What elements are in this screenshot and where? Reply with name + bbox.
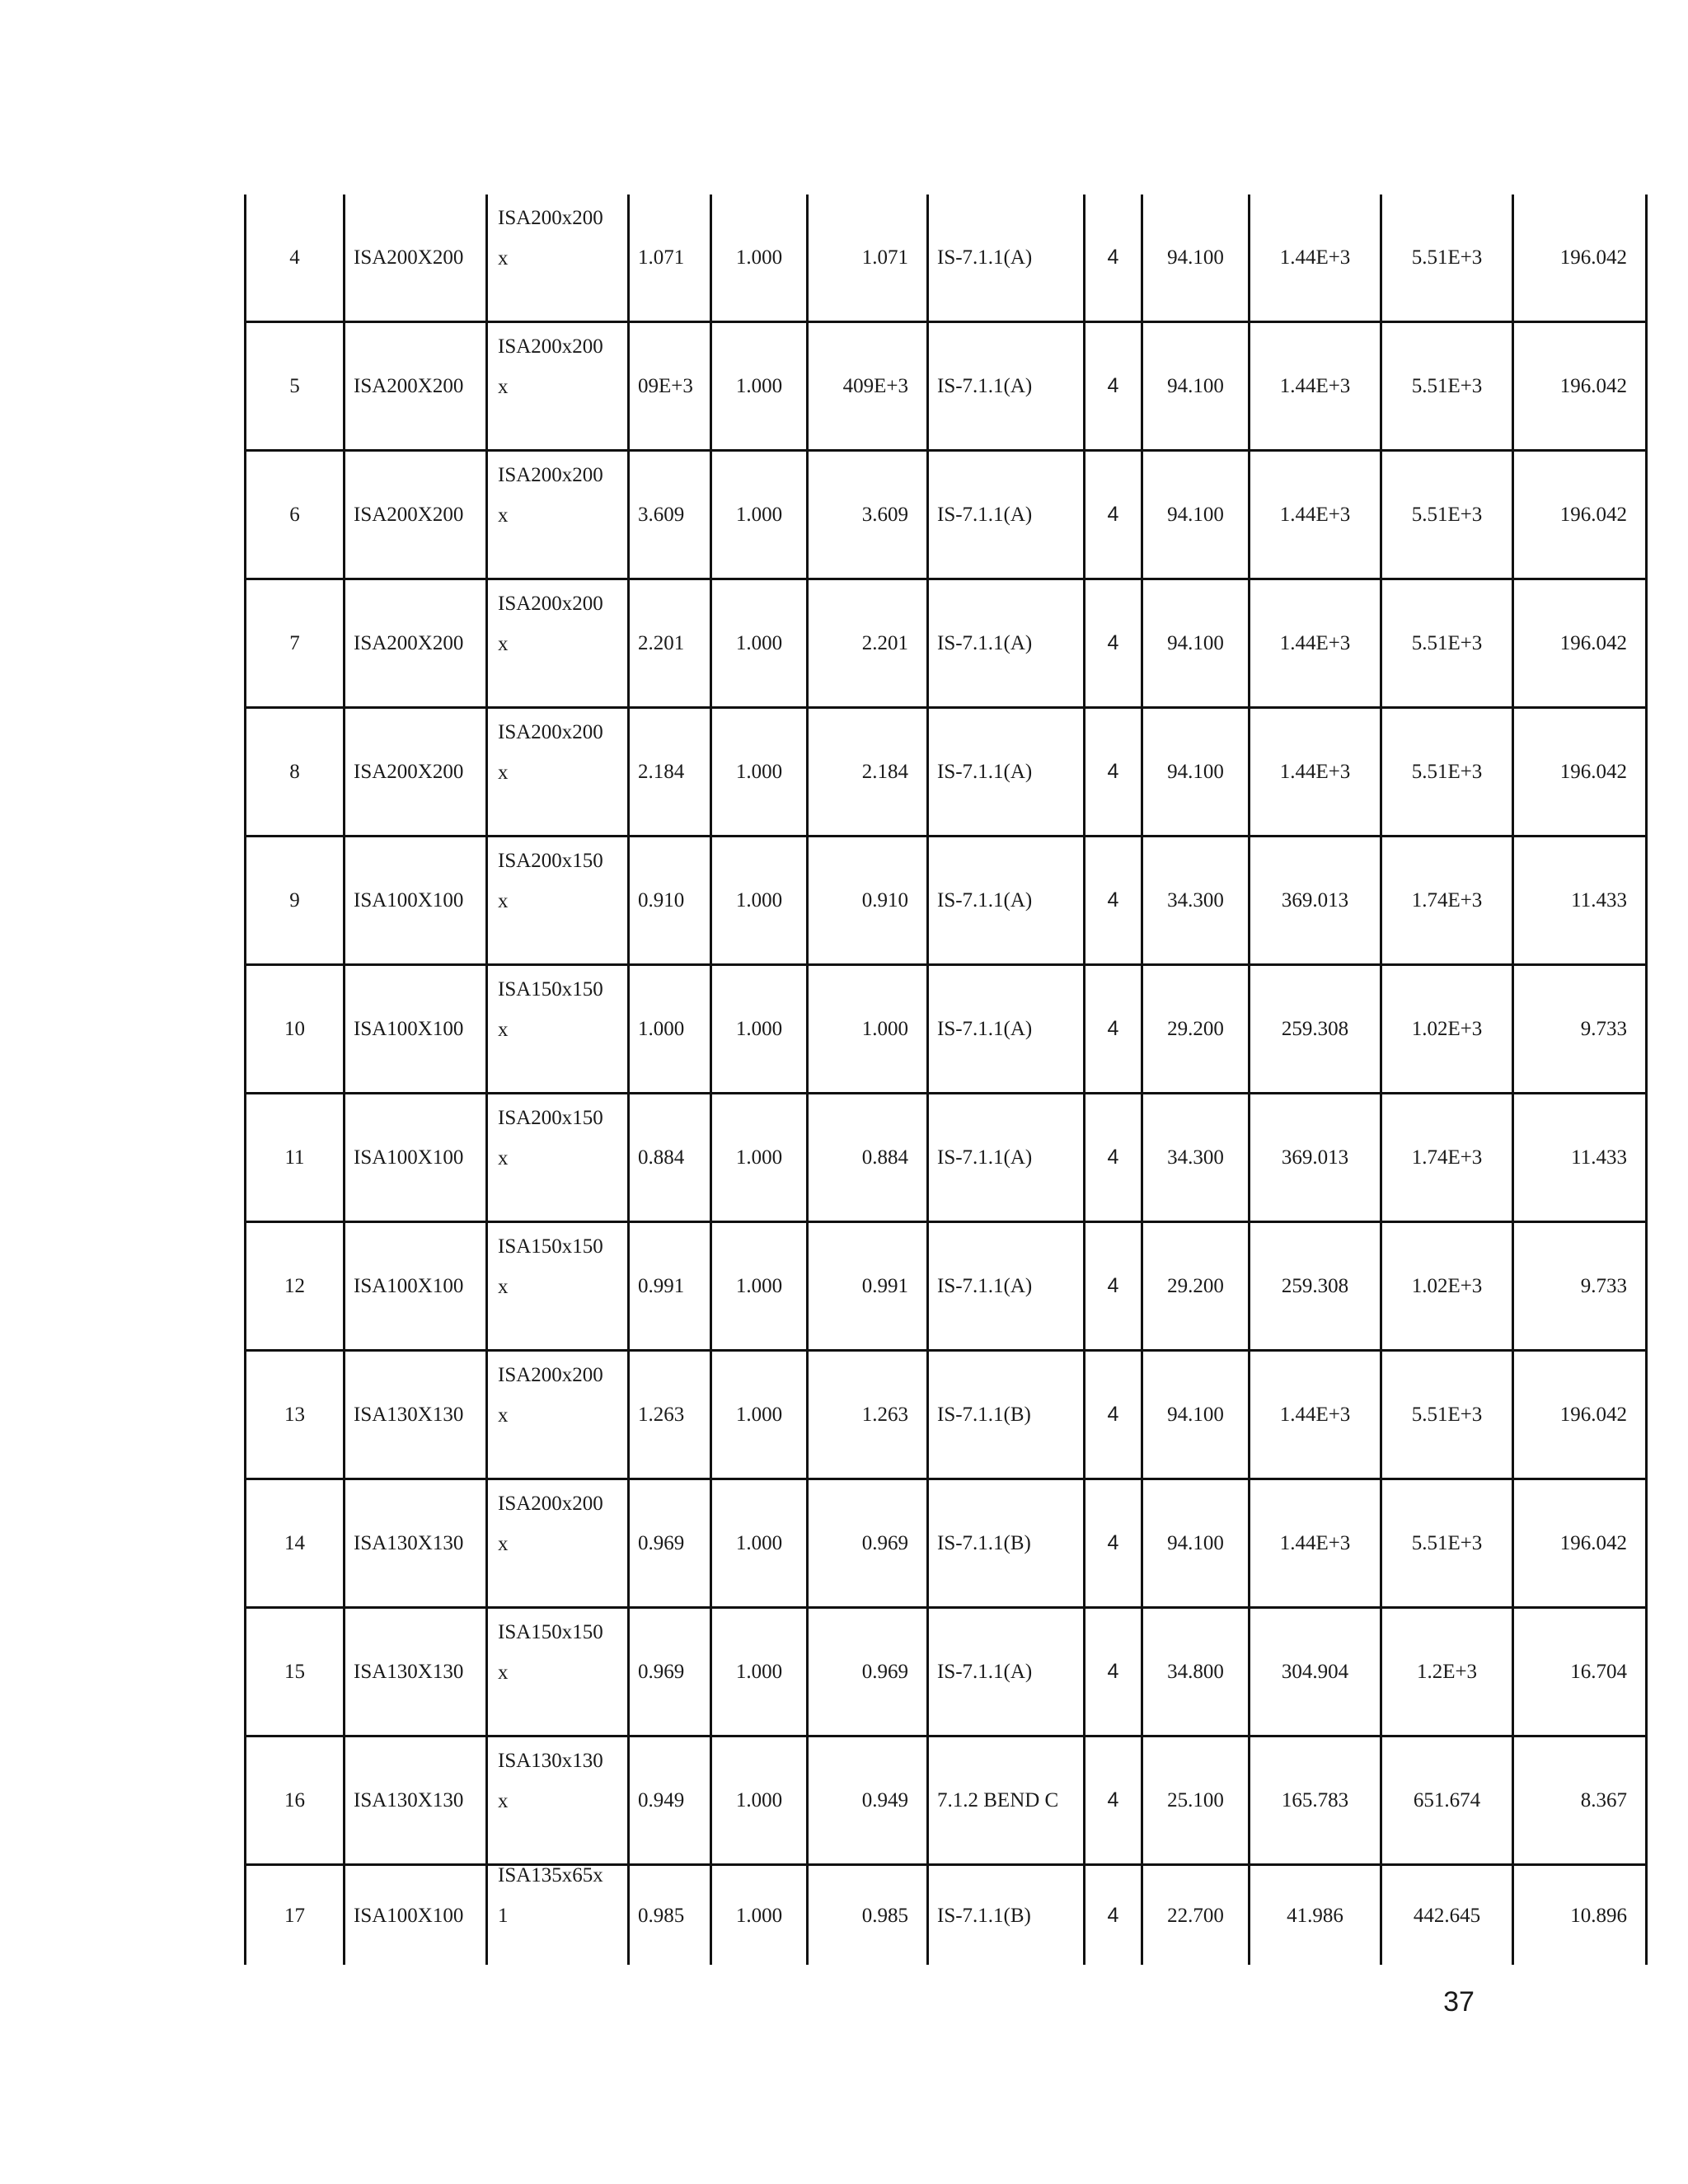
ix-cell: 11.433 (1513, 837, 1647, 965)
section-line-2: x (498, 1018, 509, 1041)
section-line-2: x (498, 1661, 509, 1684)
iy-cell: 5.51E+3 (1381, 1479, 1513, 1608)
clause-cell: IS-7.1.1(B) (928, 1865, 1085, 1966)
design-section-cell: ISA200X200 (345, 708, 487, 837)
member-number-cell: 13 (246, 1351, 345, 1479)
actual-section-cell (487, 194, 629, 322)
iz-cell: 369.013 (1250, 1094, 1381, 1222)
ratio-cell: 0.949 (629, 1736, 711, 1865)
section-line-1: ISA200x200 (498, 592, 603, 615)
section-line-2: 1 (498, 1905, 509, 1927)
area-cell: 94.100 (1142, 579, 1250, 708)
iz-cell: 1.44E+3 (1250, 708, 1381, 837)
clause-cell: IS-7.1.1(A) (928, 708, 1085, 837)
section-line-2: x (498, 889, 509, 912)
clause-cell: IS-7.1.1(A) (928, 965, 1085, 1094)
ratio-result-cell: 0.884 (808, 1094, 928, 1222)
actual-section-cell (487, 1351, 629, 1479)
load-case-cell: 4 (1085, 579, 1142, 708)
section-line-1: ISA150x150 (498, 1235, 603, 1258)
iy-cell: 5.51E+3 (1381, 451, 1513, 579)
section-line-1: ISA200x150 (498, 849, 603, 872)
area-cell: 29.200 (1142, 965, 1250, 1094)
clause-cell: IS-7.1.1(B) (928, 1351, 1085, 1479)
section-line-1: ISA130x130 (498, 1749, 603, 1772)
iy-cell: 5.51E+3 (1381, 322, 1513, 451)
table-row (246, 1608, 1647, 1736)
iz-cell: 369.013 (1250, 837, 1381, 965)
member-number-cell: 10 (246, 965, 345, 1094)
load-case-cell: 4 (1085, 194, 1142, 322)
area-cell: 34.300 (1142, 837, 1250, 965)
iz-cell: 1.44E+3 (1250, 451, 1381, 579)
section-line-2: x (498, 504, 509, 527)
actual-section-cell (487, 1736, 629, 1865)
iy-cell: 1.74E+3 (1381, 1094, 1513, 1222)
section-line-2: x (498, 632, 509, 655)
ratio-result-cell: 0.910 (808, 837, 928, 965)
load-case-cell: 4 (1085, 1222, 1142, 1351)
ix-cell: 16.704 (1513, 1608, 1647, 1736)
clause-cell: IS-7.1.1(A) (928, 579, 1085, 708)
section-line-2: x (498, 1404, 509, 1427)
actual-section-cell (487, 1222, 629, 1351)
area-cell: 94.100 (1142, 194, 1250, 322)
load-case-cell: 4 (1085, 322, 1142, 451)
actual-section-cell (487, 1865, 629, 1966)
allowable-ratio-cell: 1.000 (711, 837, 808, 965)
section-line-1: ISA200x200 (498, 206, 603, 229)
section-line-2: x (498, 1532, 509, 1555)
design-section-cell: ISA100X100 (345, 1094, 487, 1222)
ratio-cell: 1.000 (629, 965, 711, 1094)
iz-cell: 1.44E+3 (1250, 1351, 1381, 1479)
ratio-cell: 0.969 (629, 1608, 711, 1736)
iz-cell: 165.783 (1250, 1736, 1381, 1865)
member-number-cell: 15 (246, 1608, 345, 1736)
load-case-cell: 4 (1085, 1736, 1142, 1865)
ratio-cell: 2.201 (629, 579, 711, 708)
area-cell: 34.300 (1142, 1094, 1250, 1222)
allowable-ratio-cell: 1.000 (711, 322, 808, 451)
area-cell: 25.100 (1142, 1736, 1250, 1865)
table-row (246, 1865, 1647, 1966)
ratio-result-cell: 2.184 (808, 708, 928, 837)
design-section-cell: ISA200X200 (345, 322, 487, 451)
iz-cell: 304.904 (1250, 1608, 1381, 1736)
ratio-cell: 0.884 (629, 1094, 711, 1222)
clause-cell: IS-7.1.1(A) (928, 451, 1085, 579)
clause-cell: IS-7.1.1(A) (928, 837, 1085, 965)
clause-cell: IS-7.1.1(A) (928, 1094, 1085, 1222)
iz-cell: 41.986 (1250, 1865, 1381, 1966)
design-section-cell: ISA130X130 (345, 1608, 487, 1736)
table-row (246, 1094, 1647, 1222)
design-section-cell: ISA130X130 (345, 1736, 487, 1865)
design-section-cell: ISA200X200 (345, 194, 487, 322)
allowable-ratio-cell: 1.000 (711, 451, 808, 579)
section-line-2: x (498, 1146, 509, 1169)
ix-cell: 196.042 (1513, 1351, 1647, 1479)
member-number-cell: 14 (246, 1479, 345, 1608)
table-row (246, 451, 1647, 579)
section-line-2: x (498, 1275, 509, 1298)
ratio-cell: 0.991 (629, 1222, 711, 1351)
table-row (246, 1222, 1647, 1351)
allowable-ratio-cell: 1.000 (711, 1479, 808, 1608)
actual-section-cell (487, 837, 629, 965)
design-section-cell: ISA100X100 (345, 1865, 487, 1966)
ix-cell: 9.733 (1513, 965, 1647, 1094)
actual-section-cell (487, 708, 629, 837)
section-line-1: ISA200x200 (498, 335, 603, 358)
actual-section-cell (487, 451, 629, 579)
ix-cell: 196.042 (1513, 322, 1647, 451)
iy-cell: 1.2E+3 (1381, 1608, 1513, 1736)
allowable-ratio-cell: 1.000 (711, 1351, 808, 1479)
member-number-cell: 6 (246, 451, 345, 579)
iy-cell: 442.645 (1381, 1865, 1513, 1966)
actual-section-cell (487, 1094, 629, 1222)
section-line-1: ISA200x200 (498, 1363, 603, 1386)
load-case-cell: 4 (1085, 1479, 1142, 1608)
area-cell: 94.100 (1142, 451, 1250, 579)
page-number: 37 (1443, 1986, 1475, 2018)
section-line-1: ISA135x65x (498, 1864, 603, 1886)
load-case-cell: 4 (1085, 1608, 1142, 1736)
ratio-cell: 2.184 (629, 708, 711, 837)
section-line-2: x (498, 761, 509, 784)
iy-cell: 1.02E+3 (1381, 965, 1513, 1094)
table-row (246, 1351, 1647, 1479)
ix-cell: 196.042 (1513, 451, 1647, 579)
clause-cell: 7.1.2 BEND C (928, 1736, 1085, 1865)
ratio-cell: 0.910 (629, 837, 711, 965)
ratio-cell: 3.609 (629, 451, 711, 579)
load-case-cell: 4 (1085, 451, 1142, 579)
iy-cell: 1.02E+3 (1381, 1222, 1513, 1351)
area-cell: 22.700 (1142, 1865, 1250, 1966)
allowable-ratio-cell: 1.000 (711, 1608, 808, 1736)
ix-cell: 196.042 (1513, 194, 1647, 322)
area-cell: 29.200 (1142, 1222, 1250, 1351)
ratio-result-cell: 0.969 (808, 1479, 928, 1608)
design-section-cell: ISA130X130 (345, 1479, 487, 1608)
actual-section-cell (487, 579, 629, 708)
ratio-cell: 0.969 (629, 1479, 711, 1608)
member-number-cell: 8 (246, 708, 345, 837)
clause-cell: IS-7.1.1(B) (928, 1479, 1085, 1608)
iy-cell: 5.51E+3 (1381, 579, 1513, 708)
actual-section-cell (487, 965, 629, 1094)
iy-cell: 5.51E+3 (1381, 1351, 1513, 1479)
allowable-ratio-cell: 1.000 (711, 708, 808, 837)
actual-section-cell (487, 322, 629, 451)
section-line-2: x (498, 1789, 509, 1812)
ix-cell: 11.433 (1513, 1094, 1647, 1222)
allowable-ratio-cell: 1.000 (711, 579, 808, 708)
area-cell: 94.100 (1142, 1351, 1250, 1479)
design-section-cell: ISA100X100 (345, 837, 487, 965)
ix-cell: 9.733 (1513, 1222, 1647, 1351)
clause-cell: IS-7.1.1(A) (928, 194, 1085, 322)
section-line-1: ISA200x200 (498, 1492, 603, 1515)
design-section-cell: ISA100X100 (345, 965, 487, 1094)
table-row (246, 194, 1647, 322)
section-line-1: ISA200x200 (498, 720, 603, 743)
iy-cell: 5.51E+3 (1381, 708, 1513, 837)
load-case-cell: 4 (1085, 1094, 1142, 1222)
ratio-result-cell: 409E+3 (808, 322, 928, 451)
actual-section-cell (487, 1608, 629, 1736)
table-row (246, 1736, 1647, 1865)
ratio-result-cell: 0.991 (808, 1222, 928, 1351)
ratio-result-cell: 2.201 (808, 579, 928, 708)
ratio-result-cell: 3.609 (808, 451, 928, 579)
ratio-result-cell: 1.000 (808, 965, 928, 1094)
table-row (246, 837, 1647, 965)
ratio-cell: 0.985 (629, 1865, 711, 1966)
table-row (246, 965, 1647, 1094)
iy-cell: 651.674 (1381, 1736, 1513, 1865)
member-number-cell: 17 (246, 1865, 345, 1966)
ratio-cell: 1.263 (629, 1351, 711, 1479)
ix-cell: 10.896 (1513, 1865, 1647, 1966)
load-case-cell: 4 (1085, 965, 1142, 1094)
design-section-cell: ISA130X130 (345, 1351, 487, 1479)
ratio-result-cell: 1.071 (808, 194, 928, 322)
ratio-result-cell: 0.949 (808, 1736, 928, 1865)
allowable-ratio-cell: 1.000 (711, 1222, 808, 1351)
table-row (246, 1479, 1647, 1608)
ratio-cell: 09E+3 (629, 322, 711, 451)
area-cell: 94.100 (1142, 708, 1250, 837)
ix-cell: 196.042 (1513, 1479, 1647, 1608)
design-section-cell: ISA200X200 (345, 579, 487, 708)
section-line-1: ISA200x200 (498, 463, 603, 486)
ratio-result-cell: 0.969 (808, 1608, 928, 1736)
section-line-1: ISA150x150 (498, 977, 603, 1001)
ix-cell: 8.367 (1513, 1736, 1647, 1865)
member-number-cell: 4 (246, 194, 345, 322)
member-design-table (244, 194, 1648, 1965)
table-row (246, 708, 1647, 837)
load-case-cell: 4 (1085, 708, 1142, 837)
allowable-ratio-cell: 1.000 (711, 1865, 808, 1966)
iz-cell: 1.44E+3 (1250, 579, 1381, 708)
section-line-1: ISA150x150 (498, 1620, 603, 1643)
allowable-ratio-cell: 1.000 (711, 1736, 808, 1865)
iy-cell: 5.51E+3 (1381, 194, 1513, 322)
load-case-cell: 4 (1085, 1351, 1142, 1479)
design-section-cell: ISA100X100 (345, 1222, 487, 1351)
section-line-2: x (498, 246, 509, 269)
load-case-cell: 4 (1085, 1865, 1142, 1966)
allowable-ratio-cell: 1.000 (711, 194, 808, 322)
ratio-cell: 1.071 (629, 194, 711, 322)
member-number-cell: 16 (246, 1736, 345, 1865)
ix-cell: 196.042 (1513, 708, 1647, 837)
clause-cell: IS-7.1.1(A) (928, 1608, 1085, 1736)
ix-cell: 196.042 (1513, 579, 1647, 708)
ratio-result-cell: 1.263 (808, 1351, 928, 1479)
actual-section-cell (487, 1479, 629, 1608)
design-section-cell: ISA200X200 (345, 451, 487, 579)
clause-cell: IS-7.1.1(A) (928, 322, 1085, 451)
allowable-ratio-cell: 1.000 (711, 1094, 808, 1222)
iz-cell: 1.44E+3 (1250, 1479, 1381, 1608)
iy-cell: 1.74E+3 (1381, 837, 1513, 965)
area-cell: 94.100 (1142, 322, 1250, 451)
ratio-result-cell: 0.985 (808, 1865, 928, 1966)
member-number-cell: 11 (246, 1094, 345, 1222)
table-row (246, 322, 1647, 451)
member-number-cell: 9 (246, 837, 345, 965)
section-line-2: x (498, 375, 509, 398)
allowable-ratio-cell: 1.000 (711, 965, 808, 1094)
area-cell: 34.800 (1142, 1608, 1250, 1736)
load-case-cell: 4 (1085, 837, 1142, 965)
member-number-cell: 12 (246, 1222, 345, 1351)
area-cell: 94.100 (1142, 1479, 1250, 1608)
member-number-cell: 5 (246, 322, 345, 451)
member-number-cell: 7 (246, 579, 345, 708)
iz-cell: 1.44E+3 (1250, 322, 1381, 451)
iz-cell: 259.308 (1250, 965, 1381, 1094)
table-row (246, 579, 1647, 708)
iz-cell: 259.308 (1250, 1222, 1381, 1351)
section-line-1: ISA200x150 (498, 1106, 603, 1129)
iz-cell: 1.44E+3 (1250, 194, 1381, 322)
clause-cell: IS-7.1.1(A) (928, 1222, 1085, 1351)
